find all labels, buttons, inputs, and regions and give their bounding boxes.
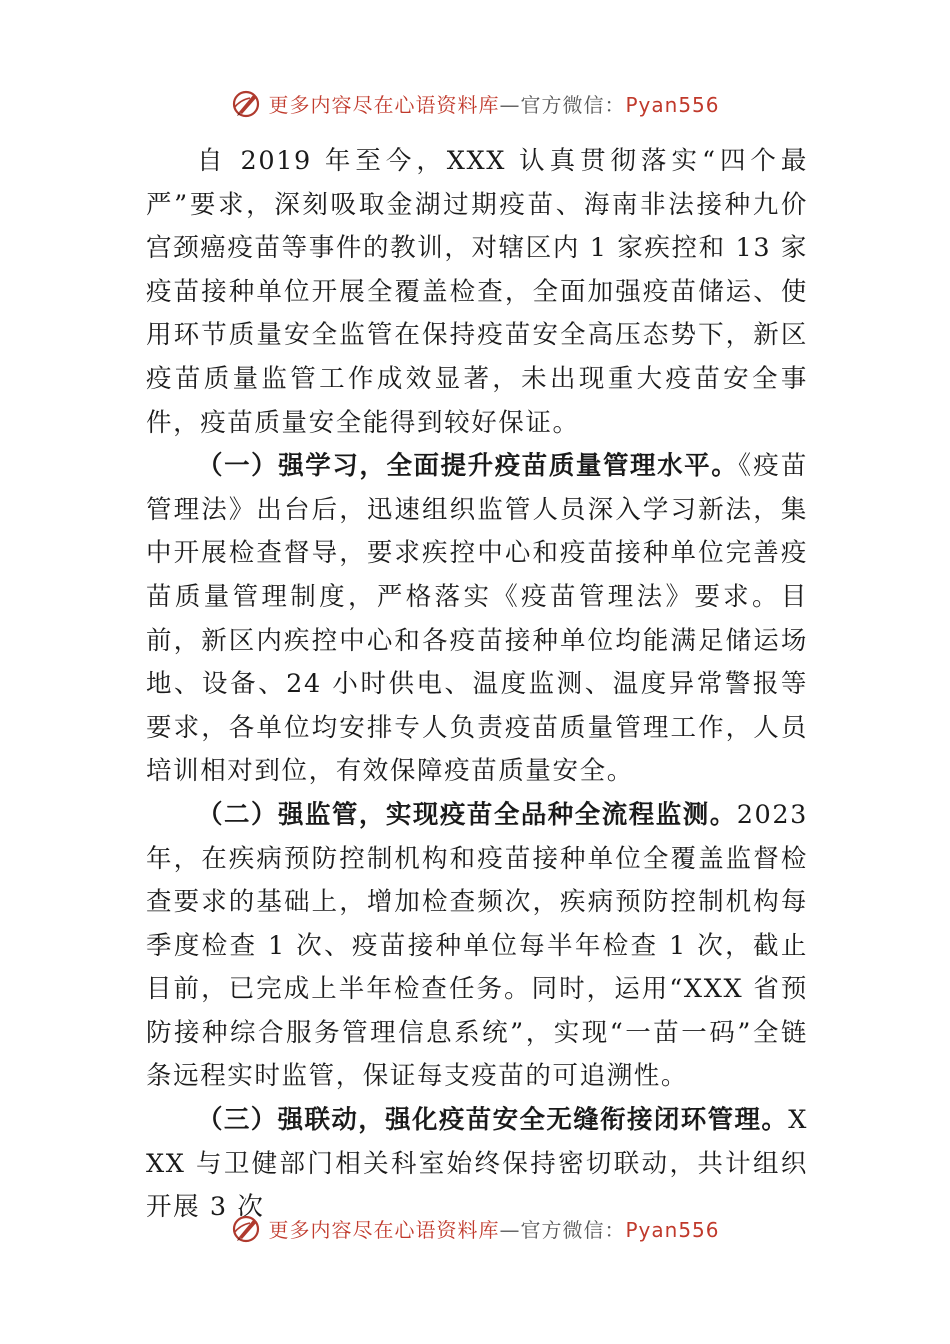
- paragraph-intro: [146, 140, 808, 445]
- pen-logo-icon: [230, 86, 264, 120]
- watermark-label: 官方微信：: [520, 1217, 626, 1242]
- watermark-brand: 更多内容尽在心语资料库: [268, 92, 500, 117]
- paragraph-lead: （二）强监管，实现疫苗全品种全流程监测。: [197, 799, 737, 830]
- paragraph-text: 《疫苗管理法》出台后，迅速组织监管人员深入学习新法，集中开展检查督导，要求疾控中心和疫苗接种单位完善疫苗质量管理制度，严格落实《疫苗管理法》要求。目前，新区内疾控中心和各疫苗接种单位均能满足储运场地、设备、24 小时供电、温度监测、温度异常警报等要求，各单位均安排专人负责疫苗质量管理工作，人员培训相对到位，有效保障疫苗质量安全。: [146, 451, 808, 787]
- watermark-id: Pyan556: [625, 1217, 720, 1242]
- watermark-footer: [0, 1208, 950, 1248]
- watermark-header: [0, 83, 950, 123]
- paragraph-section-1: [146, 445, 808, 794]
- watermark-dash: —: [499, 92, 521, 117]
- paragraph-text: XXX 与卫健部门相关科室始终保持密切联动，共计组织开展 3 次: [146, 1105, 808, 1223]
- watermark-dash: —: [499, 1217, 521, 1242]
- paragraph-lead: （三）强联动，强化疫苗安全无缝衔接闭环管理。: [197, 1105, 789, 1136]
- watermark-label: 官方微信：: [520, 92, 626, 117]
- paragraph-text: 2023 年，在疾病预防控制机构和疫苗接种单位全覆盖监督检查要求的基础上，增加检查频次，疾病预防控制机构每季度检查 1 次、疫苗接种单位每半年检查 1 次，截止目前，已完成上半年检查任务。同时，运用“XXX 省预防接种综合服务管理信息系统”，实现“一苗一码”全链条远程实时监管，保证每支疫苗的可追溯性。: [146, 799, 808, 1092]
- paragraph-section-2: [146, 794, 808, 1099]
- watermark-text: [268, 1214, 719, 1243]
- paragraph-lead: （一）强学习，全面提升疫苗质量管理水平。: [197, 451, 739, 482]
- watermark-id: Pyan556: [625, 92, 720, 117]
- watermark-text: [268, 89, 719, 118]
- paragraph-text: 自 2019 年至今，XXX 认真贯彻落实“四个最严”要求，深刻吸取金湖过期疫苗、海南非法接种九价宫颈癌疫苗等事件的教训，对辖区内 1 家疾控和 13 家疫苗接种单位开展全覆盖检查，全面加强疫苗储运、使用环节质量安全监管在保持疫苗安全高压态势下，新区疫苗质量监管工作成效显著，未出现重大疫苗安全事件，疫苗质量安全能得到较好保证。: [146, 146, 808, 438]
- document-body: [146, 140, 808, 1230]
- watermark-brand: 更多内容尽在心语资料库: [268, 1217, 500, 1242]
- pen-logo-icon: [230, 1211, 264, 1245]
